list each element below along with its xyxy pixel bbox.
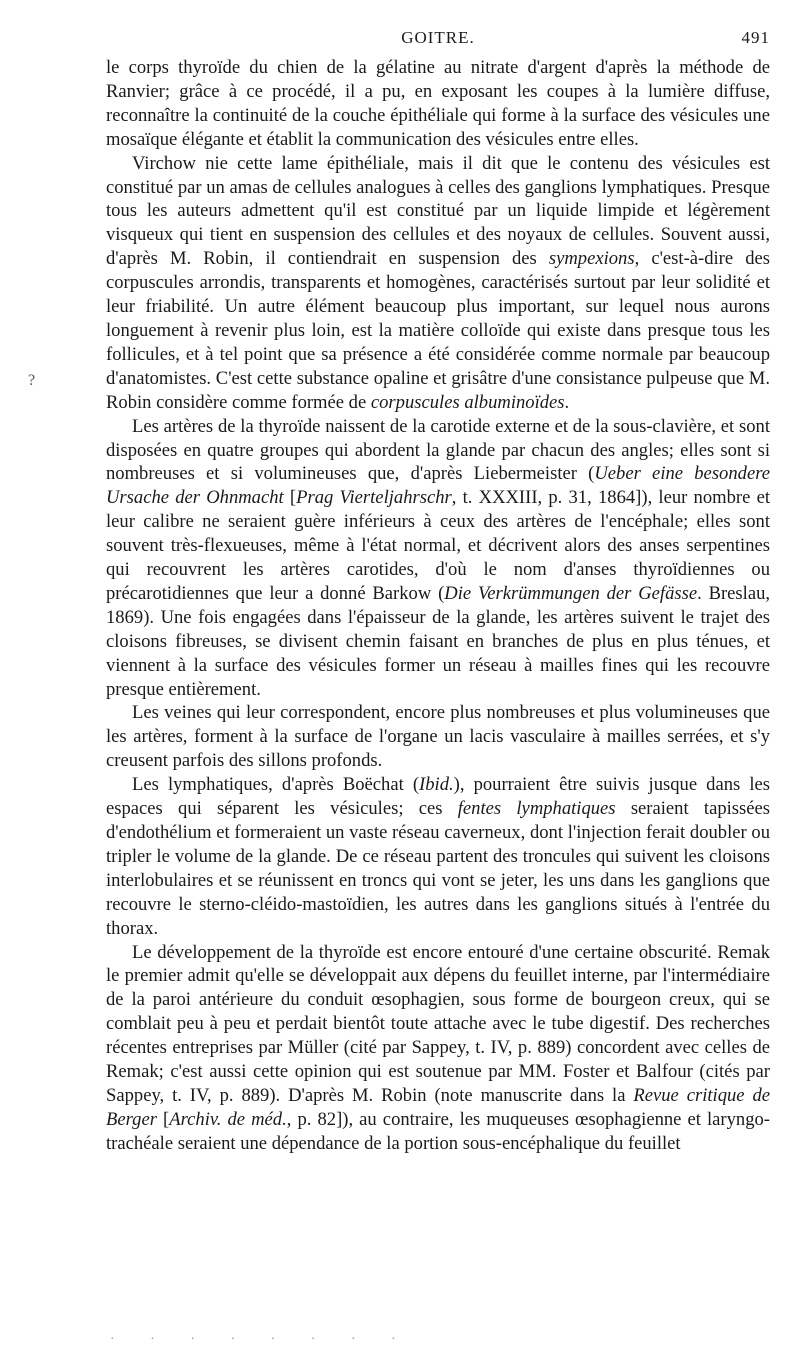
text-run: Le développement de la thyroïde est encore entouré d'une certaine obscurité. Remak le premier admit qu'elle se développait aux dépens du feuillet interne, par l'intermédiaire de la paroi antérieure du conduit œsophagien, sous forme de bourgeon creux, qui se comblait peu à peu et perdait bientôt toute attache avec le tube digestif. Des recherches récentes entreprises par Müller (cité par Sappey, t. IV, p. 889) concordent avec celles de Remak; c'est aussi cette opinion qui est soutenue par MM. Foster et Balfour (cités par Sappey, t. IV, p. 889). D'après M. Robin (note manuscrite dans la [106, 941, 770, 1106]
text-run: ), pourraient être suivis jusque dans les espaces qui séparent les vésicules; ces [106, 774, 771, 820]
italic-text: fentes lymphatiques [457, 798, 616, 820]
italic-text: corpuscules albuminoïdes [370, 391, 565, 413]
italic-text: Die Verkrümmungen der Gefässe [444, 582, 698, 604]
text-run: Les veines qui leur correspondent, encore plus nombreuses et plus volumineuses que les artères, forment à la surface de l'organe un lacis vasculaire à mailles serrées, et s'y creusent parfois des sillons profonds. [106, 702, 770, 772]
paragraph [106, 152, 770, 415]
text-run: [ [156, 1108, 170, 1130]
text-run: seraient tapissées d'endothélium et formeraient un vaste réseau caverneux, dont l'injection ferait doubler ou tripler le volume de la glande. De ce réseau partent des troncules qui suivent les cloisons interlobulaires et se réunissent en troncs qui vont se jeter, les uns dans les ganglions que recouvre le sterno-cléido-mastoïdien, les autres dans les ganglions situés à l'entrée du thorax. [106, 798, 770, 939]
italic-text: sympexions [548, 248, 635, 270]
paragraph [106, 701, 770, 773]
text-run: , p. 82]), au contraire, les muqueuses œsophagienne et laryngo-trachéale seraient une dépendance de la portion sous-encéphalique du feuillet [106, 1108, 770, 1154]
text-run: le corps thyroïde du chien de la gélatine au nitrate d'argent d'après la méthode de Ranvier; grâce à ce procédé, il a pu, en exposant les coupes à la lumière diffuse, reconnaître la continuité de la couche épithéliale qui forme à la surface des vésicules une mosaïque élégante et établit la communication des vésicules entre elles. [106, 57, 770, 150]
paragraph [106, 56, 770, 152]
body-text [106, 56, 770, 1156]
italic-text: Revue critique de Berger [106, 1084, 771, 1130]
italic-text: Archiv. de méd. [169, 1108, 287, 1130]
text-run: . [564, 391, 570, 413]
page-number: 491 [741, 28, 770, 47]
text-run: Virchow nie cette lame épithéliale, mais il dit que le contenu des vésicules est constitué par un amas de cellules analogues à celles des ganglions lymphatiques. Presque tous les auteurs admettent qu'il est constitué par un liquide limpide et légèrement visqueux qui tient en suspension des cellules et des noyaux de cellules. Souvent aussi, d'après M. Robin, il contiendrait en suspension des [106, 152, 770, 270]
italic-text: Ueber eine besondere Ursache der Ohnmacht [106, 463, 770, 509]
italic-text: Prag Vierteljahrschr [296, 487, 452, 509]
document-page [106, 28, 770, 1156]
running-title: GOITRE. [401, 28, 475, 47]
text-run: , c'est-à-dire des corpuscules arrondis, transparents et homogènes, caractérisés surtout par leur solidité et leur friabilité. Un autre élément beaucoup plus important, sur lequel nous aurons longuement à revenir plus loin, est la matière colloïde qui existe dans presque tous les follicules, et à tel point que sa présence a été considérée comme normale par beaucoup d'anatomistes. C'est cette substance opaline et grisâtre d'une consistance pulpeuse que M. Robin considère comme formée de [106, 248, 770, 413]
text-run: , t. XXXIII, p. 31, 1864]), leur nombre et leur calibre ne seraient guère inférieurs à ceux des artères de l'encéphale; elles sont souvent très-flexueuses, même à l'état normal, et décrivent alors des anses serpentines qui recouvrent les artères carotides, d'où le nom d'anses thyroïdiennes ou précarotidiennes que leur a donné Barkow ( [106, 487, 770, 604]
text-run: Les lymphatiques, d'après Boëchat ( [132, 774, 420, 796]
text-run: Les artères de la thyroïde naissent de la carotide externe et de la sous-clavière, et sont disposées en quatre groupes qui abordent la glande par chacun des angles; elles sont si nombreuses et si volumineuses que, d'après Liebermeister ( [106, 415, 770, 485]
italic-text: Ibid. [419, 774, 454, 796]
paragraph [106, 415, 770, 702]
text-run: [ [283, 487, 297, 509]
margin-mark: ? [28, 372, 36, 389]
paragraph [106, 941, 770, 1156]
text-run: . Breslau, 1869). Une fois engagées dans l'épaisseur de la glande, les artères suivent le trajet des cloisons fibreuses, se divisent chemin faisant en branches de plus en plus ténues, et viennent à la surface des vésicules former un réseau à mailles fines qui les recouvre presque entièrement. [106, 582, 771, 700]
paragraph [106, 773, 770, 940]
footer-specks: · · · · · · · · [110, 1332, 412, 1347]
running-header [106, 28, 770, 56]
